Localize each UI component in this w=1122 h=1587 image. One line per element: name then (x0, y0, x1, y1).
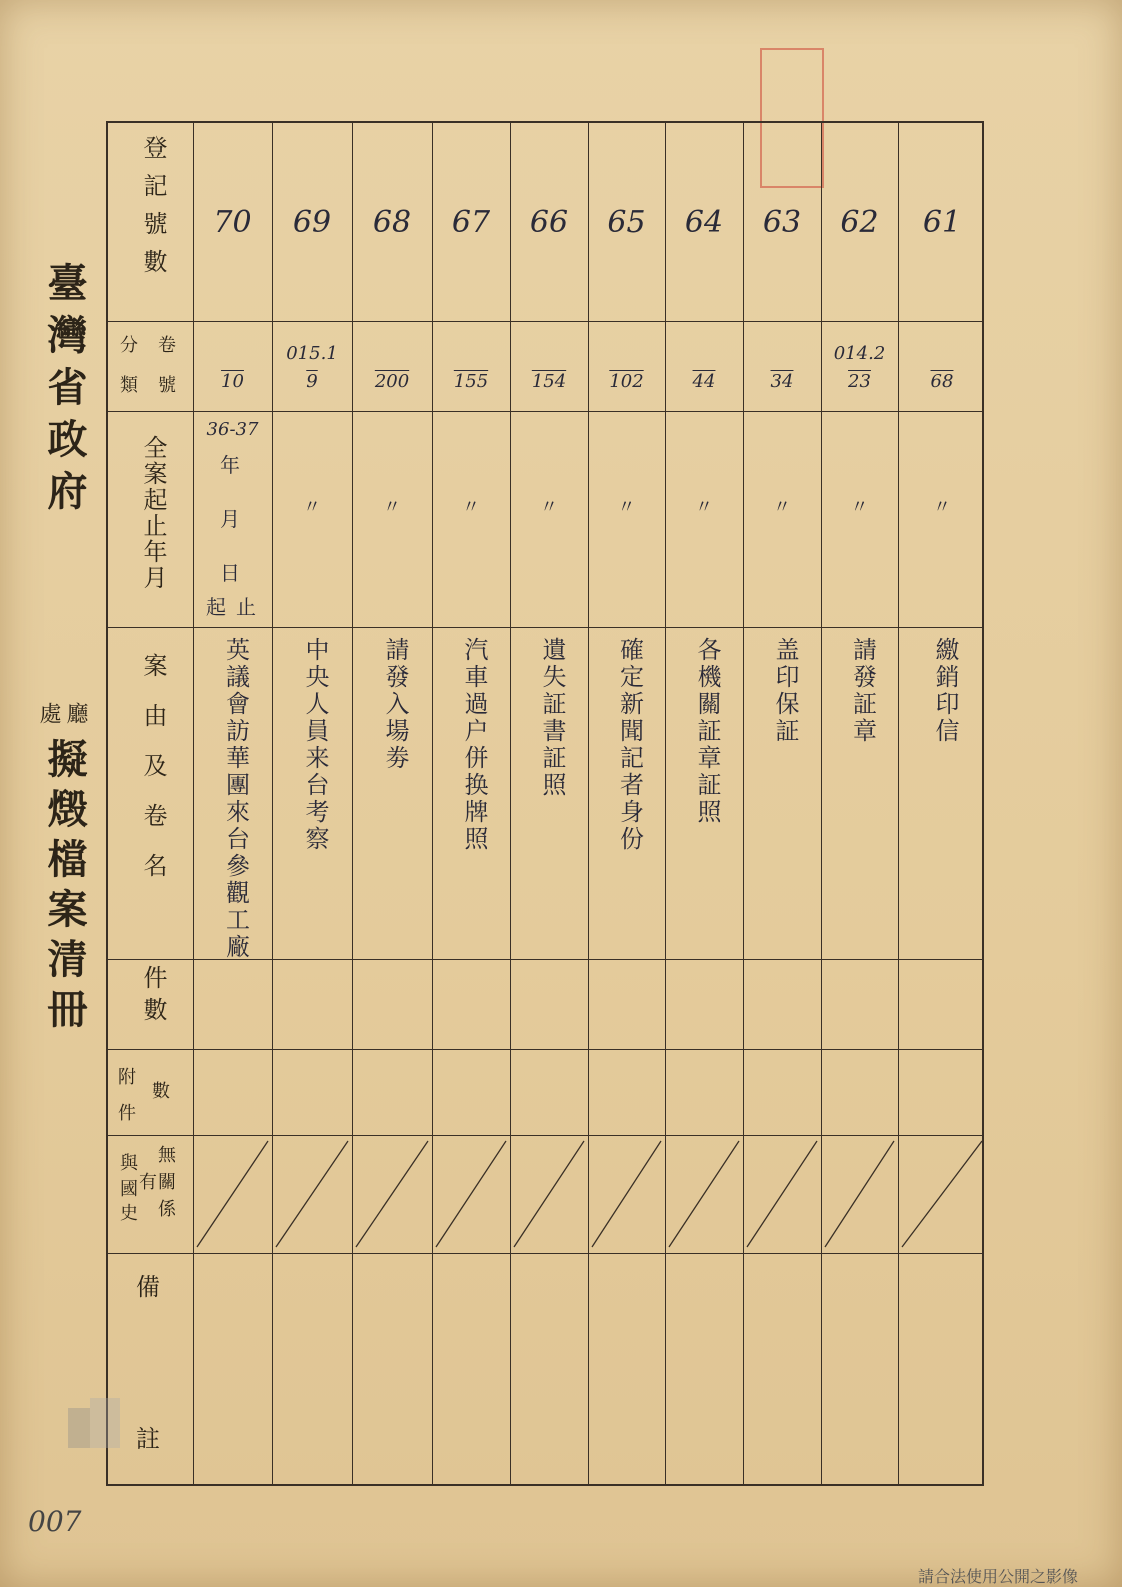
record-class-top: 014.2 (833, 343, 886, 364)
record-class-bottom: 102 (609, 371, 644, 392)
record-subject: 英議會訪華團來台參觀工廠 (221, 637, 250, 961)
record-period: 〃 (933, 497, 951, 518)
header-class-b: 卷 (158, 335, 176, 356)
record-period: 〃 (773, 497, 791, 518)
record-reg-number: 61 (922, 205, 962, 240)
record-class-bottom: 154 (531, 371, 567, 392)
government-title: 臺灣省政府 (41, 262, 88, 522)
record-subject: 請發証章 (848, 637, 877, 745)
record-class-bottom: 34 (770, 371, 794, 392)
header-attach-a: 附 (118, 1067, 136, 1088)
record-subject: 繳銷印信 (931, 637, 959, 745)
record-reg-number: 66 (529, 205, 569, 240)
header-history-a: 無 (158, 1145, 176, 1166)
header-history-f: 國 (120, 1179, 138, 1200)
column-divider (588, 123, 589, 1484)
column-divider (898, 123, 899, 1484)
header-attach-b: 件 (118, 1103, 136, 1124)
history-strike-line (276, 1141, 348, 1247)
record-subject: 請發入場劵 (381, 637, 409, 772)
period-end-label: 止 (236, 595, 256, 619)
history-strike-line (825, 1141, 894, 1247)
register-title: 擬燬檔案清冊 (41, 738, 88, 1038)
column-divider (510, 123, 511, 1484)
record-reg-number: 67 (451, 205, 491, 240)
dept-chu-label: 處 (36, 702, 61, 728)
record-class-bottom: 23 (848, 371, 871, 392)
record-subject: 遺失証書証照 (538, 637, 566, 799)
row-divider (108, 411, 982, 412)
header-reg-no: 登記號數 (139, 135, 167, 287)
record-reg-number: 63 (762, 205, 802, 240)
record-reg-number: 64 (684, 205, 724, 240)
record-period: 〃 (540, 497, 558, 518)
header-history-e: 有 (139, 1172, 157, 1193)
footer-notice: 請合法使用公開之影像 (918, 1567, 1079, 1586)
record-period: 〃 (617, 497, 636, 518)
history-strike-line (747, 1141, 817, 1247)
archive-table (106, 121, 984, 1486)
history-strike-line (197, 1141, 268, 1247)
dept-ting-label: 廳 (63, 702, 88, 728)
history-strike-line (356, 1141, 428, 1247)
record-period: 〃 (462, 497, 480, 518)
row-divider (108, 321, 982, 322)
record-subject: 確定新聞記者身份 (615, 637, 644, 853)
record-period: 〃 (850, 497, 869, 518)
record-class-top: 015.1 (286, 343, 338, 364)
column-divider (432, 123, 433, 1484)
header-attach-c: 數 (152, 1081, 170, 1102)
column-divider (352, 123, 353, 1484)
column-divider (665, 123, 666, 1484)
period-month-label: 月 (220, 507, 240, 531)
record-reg-number: 62 (840, 205, 879, 240)
history-strike-line (514, 1141, 584, 1247)
header-count: 件數 (139, 965, 167, 1029)
header-period: 全案起止年月 (139, 435, 167, 591)
header-history-c: 係 (158, 1199, 176, 1220)
column-divider (743, 123, 744, 1484)
history-strike-line (669, 1141, 739, 1247)
record-period: 〃 (695, 497, 713, 518)
header-history-b: 關 (158, 1172, 176, 1193)
header-class-a: 分 (120, 335, 138, 356)
record-class-bottom: 9 (306, 371, 318, 392)
page-number: 007 (28, 1505, 82, 1538)
header-class-c: 類 (120, 375, 138, 396)
archive-logo-icon (60, 1388, 130, 1458)
record-class-bottom: 155 (453, 371, 489, 392)
period-start-label: 起 (206, 595, 226, 619)
record-period: 36-37 (206, 419, 259, 440)
header-remarks-b: 註 (136, 1425, 160, 1453)
header-history-g: 史 (120, 1203, 138, 1224)
period-day-label: 日 (220, 561, 240, 585)
row-divider (108, 627, 982, 628)
record-reg-number: 69 (292, 205, 332, 240)
header-class-d: 號 (158, 375, 176, 396)
history-strike-line (436, 1141, 506, 1247)
record-class-bottom: 44 (692, 371, 716, 392)
header-history-d: 與 (120, 1153, 138, 1174)
history-strike-line (902, 1141, 982, 1247)
record-period: 〃 (303, 497, 321, 518)
record-subject: 汽車過户併换牌照 (460, 637, 488, 853)
record-reg-number: 68 (372, 205, 412, 240)
column-divider (272, 123, 273, 1484)
record-period: 〃 (383, 497, 401, 518)
row-divider (108, 1253, 982, 1254)
row-divider (108, 1049, 982, 1050)
period-year-label: 年 (220, 453, 240, 477)
record-class-bottom: 200 (374, 371, 410, 392)
column-divider (821, 123, 822, 1484)
record-class-bottom: 68 (930, 371, 954, 392)
record-subject: 各機關証章証照 (693, 637, 721, 826)
header-subject: 案由及卷名 (139, 653, 167, 903)
column-divider (193, 123, 194, 1484)
record-subject: 盖印保証 (771, 637, 799, 745)
history-strike-line (592, 1141, 661, 1247)
header-remarks-a: 備 (136, 1273, 160, 1301)
record-subject: 中央人員来台考察 (301, 637, 329, 853)
record-reg-number: 70 (213, 205, 252, 240)
record-reg-number: 65 (607, 205, 646, 240)
row-divider (108, 1135, 982, 1136)
record-class-bottom: 10 (221, 371, 244, 392)
